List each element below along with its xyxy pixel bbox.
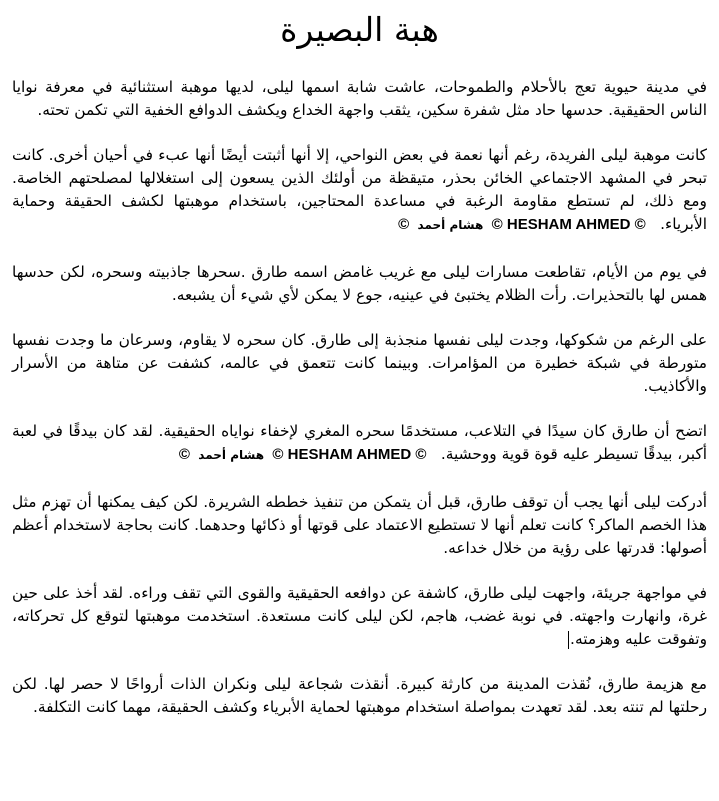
- watermark-latin-name: HESHAM AHMED: [506, 216, 631, 233]
- text-cursor: [568, 631, 569, 649]
- paragraph-7[interactable]: [12, 582, 707, 651]
- paragraph-7-text: في مواجهة جريئة، واجهت ليلى طارق، كاشفة عن دوافعه الحقيقية والقوى التي تقف وراءه. لقد أخذ على حين غرة، وانهارت واجهته. في نوبة غضب، هاجم، لكن ليلى كانت مستعدة. استخدمت موهبتها لتوقع كل تحركاته، وتفوقت عليه وهزمته.: [12, 584, 707, 648]
- paragraph-2: [12, 144, 707, 237]
- paragraph-2-text: كانت موهبة ليلى الفريدة، رغم أنها نعمة في بعض النواحي، إلا أنها أثبتت أيضًا أنها عبء في أحيان أخرى. كانت تبحر في المشهد الاجتماعي الخائن بحذر، متيقظة من أولئك الذين يسعون إلى استغلالها لمصلحتهم الخاصة. ومع ذلك، لم تستطع مقاومة الرغبة في مساعدة المحتاجين، باستخدام موهبتها لكشف الحقيقة وحماية الأبرياء.: [12, 146, 707, 233]
- copyright-watermark: [179, 446, 435, 463]
- paragraph-6: أدركت ليلى أنها يجب أن توقف طارق، قبل أن يتمكن من تنفيذ خططه الشريرة. لكن كيف يمكنها أن تهزم مثل هذا الخصم الماكر؟ كانت تعلم أنها لا تستطيع الاعتماد على قوتها أو ذكائها وحدهما. كانت بحاجة لاستخدام أعظم أصولها: قدرتها على رؤية من خلال خداعه.: [12, 493, 707, 557]
- watermark-copyright-symbol: ©: [415, 446, 427, 463]
- paragraph-5: [12, 420, 707, 467]
- watermark-copyright-symbol: ©: [634, 216, 646, 233]
- paragraph-3: في يوم من الأيام، تقاطعت مسارات ليلى مع غريب غامض اسمه طارق .سحرها جاذبيته وسحره، لكن حدسها همس لها بالتحذيرات. رأت الظلام يختبئ في عينيه، جوع لا يمكن لأي شيء أن يشبعه.: [12, 263, 707, 304]
- paragraph-8: مع هزيمة طارق، نُقذت المدينة من كارثة كبيرة. أنقذت شجاعة ليلى ونكران الذات أرواحًا لا حصر لها. لكن رحلتها لم تنته بعد. لقد تعهدت بمواصلة استخدام موهبتها لحماية الأبرياء وكشف الحقيقة، مهما كانت التكلفة.: [12, 675, 707, 716]
- watermark-copyright-symbol: ©: [178, 446, 190, 463]
- watermark-latin-name: HESHAM AHMED: [287, 446, 412, 463]
- watermark-arabic-name: هشام أحمد: [417, 218, 484, 232]
- paragraph-4: على الرغم من شكوكها، وجدت ليلى نفسها منجذبة إلى طارق. كان سحره لا يقاوم، وسرعان ما وجدت نفسها متورطة في شبكة خطيرة من المؤامرات. وبينما كانت تتعمق في عالمه، كشفت عن متاهة من الأسرار والأكاذيب.: [12, 331, 707, 395]
- document-title: هبة البصيرة: [280, 10, 439, 49]
- watermark-arabic-name: هشام أحمد: [198, 448, 265, 462]
- copyright-watermark: [398, 216, 654, 233]
- watermark-copyright-symbol: ©: [398, 216, 410, 233]
- paragraph-1: في مدينة حيوية تعج بالأحلام والطموحات، عاشت شابة اسمها ليلى، لديها موهبة استثنائية في معرفة نوايا الناس الحقيقية. حدسها حاد مثل شفرة سكين، يثقب واجهة الخداع ويكشف الدوافع الخفية التي تكمن تحته.: [12, 78, 707, 119]
- paragraph-5-text: اتضح أن طارق كان سيدًا في التلاعب، مستخدمًا سحره المغري لإخفاء نواياه الحقيقية. لقد كان بيدقًا في لعبة أكبر، بيدقًا تسيطر عليه قوة قوية ووحشية.: [12, 422, 707, 463]
- watermark-copyright-symbol: ©: [272, 446, 284, 463]
- watermark-copyright-symbol: ©: [491, 216, 503, 233]
